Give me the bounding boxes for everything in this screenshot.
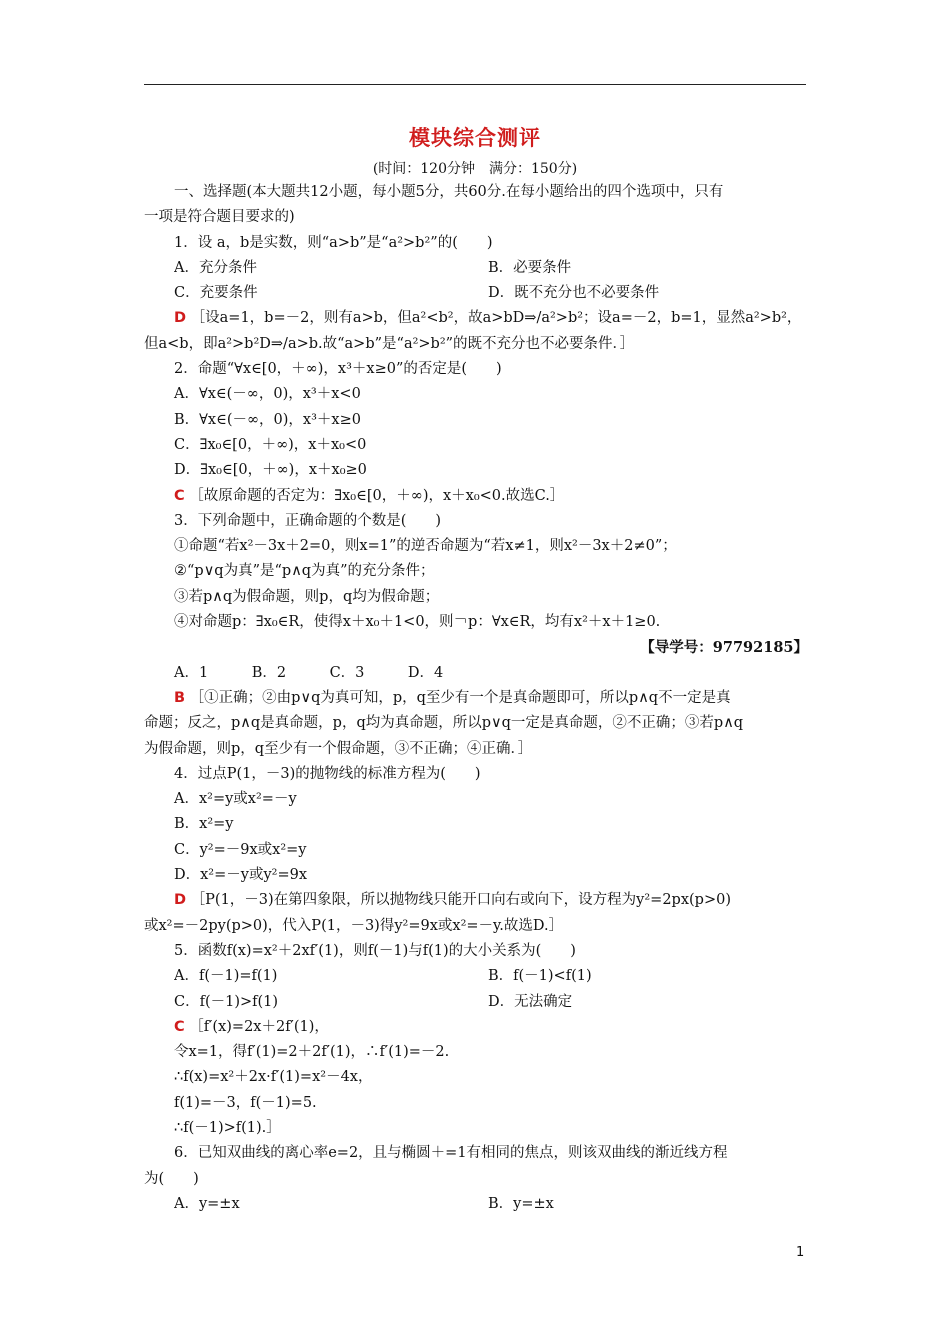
document-body [144, 180, 808, 1217]
q5-option-d: D．无法确定 [488, 993, 573, 1010]
q1-options-row2 [144, 281, 808, 306]
q5-explanation-line1: C ［f′(x)=2x＋2f′(1)， [174, 1018, 329, 1035]
section-heading-line1: 一、选择题(本大题共12小题，每小题5分，共60分.在每小题给出的四个选项中，只有 [174, 184, 724, 200]
q2-stem: 2．命题“∀x∈[0，＋∞)，x³＋x≥0”的否定是( ) [174, 361, 502, 378]
page-title: 模块综合测评 [409, 126, 541, 150]
q2-option-d: D．∃x₀∈[0，＋∞)，x＋x₀≥0 [174, 462, 367, 479]
section-heading-line2: 一项是符合题目要求的) [144, 209, 295, 226]
q3-stem: 3．下列命题中，正确命题的个数是( ) [174, 512, 442, 529]
q6-option-b: B．y=±x [488, 1195, 554, 1212]
q3-explanation-line3: 为假命题，则p，q至少有一个假命题，③不正确；④正确．］ [144, 740, 533, 757]
q1-answer: D [174, 310, 187, 327]
q3-options: A．1 B．2 C．3 D．4 [174, 664, 444, 681]
q3-statement-3: ③若p∧q为假命题，则p，q均为假命题； [174, 588, 440, 605]
q6-option-a: A．y=±x [174, 1195, 240, 1212]
q3-statement-2: ②“p∨q为真”是“p∧q为真”的充分条件； [174, 563, 435, 580]
q5-option-a: A．f(－1)=f(1) [174, 968, 278, 985]
q1-stem: 1．设 a，b是实数，则“a>b”是“a²>b²”的( ) [174, 234, 493, 251]
q1-option-c: C．充要条件 [174, 285, 258, 302]
q1-explanation-line1: D ［设a=1，b=－2，则有a>b，但a²<b²，故a>bD⇒/a²>b²；设a=－2，b=1，显然a²>b²， [174, 310, 802, 327]
q3-explanation-line1: B ［①正确；②由p∨q为真可知，p，q至少有一个是真命题即可，所以p∧q不一定是真 [174, 689, 731, 706]
q4-option-d: D．x²=－y或y²=9x [174, 867, 308, 884]
q5-explanation-line4: f(1)=－3，f(－1)=5. [174, 1094, 317, 1111]
q1-options-row1 [144, 256, 808, 281]
q4-option-a: A．x²=y或x²=－y [174, 791, 297, 808]
q3-answer: B [174, 689, 186, 706]
q4-explanation-line2: 或x²=－2py(p>0)，代入P(1，－3)得y²=9x或x²=－y.故选D.］ [144, 917, 564, 934]
q1-explanation-line2: 但a<b，即a²>b²D⇒/a>b.故“a>b”是“a²>b²”的既不充分也不必要条件．］ [144, 335, 635, 352]
q4-answer: D [174, 892, 187, 909]
q2-answer: C [174, 487, 185, 504]
header-rule [144, 84, 806, 85]
q3-statement-4: ④对命题p：∃x₀∈R，使得x＋x₀＋1<0，则￢p：∀x∈R，均有x²＋x＋1≥0. [174, 614, 661, 631]
q5-options-row1 [144, 964, 808, 989]
q1-option-a: A．充分条件 [174, 259, 257, 276]
q5-answer: C [174, 1018, 185, 1035]
q1-option-d: D．既不充分也不必要条件 [488, 285, 660, 302]
q4-option-c: C．y²=－9x或x²=y [174, 841, 307, 858]
exam-meta: (时间：120分钟 满分：150分) [372, 161, 578, 177]
q2-option-c: C．∃x₀∈[0，＋∞)，x＋x₀<0 [174, 436, 367, 453]
q6-options-row1 [144, 1192, 808, 1217]
q5-explanation-line5: ∴f(－1)>f(1).］ [174, 1119, 281, 1136]
q4-explanation-line1: D ［P(1，－3)在第四象限，所以抛物线只能开口向右或向下，设方程为y²=2px(p>0) [174, 892, 731, 909]
q4-option-b: B．x²=y [174, 816, 234, 833]
q3-statement-1: ①命题“若x²－3x＋2=0，则x=1”的逆否命题为“若x≠1，则x²－3x＋2≠0”； [174, 538, 677, 555]
q4-stem: 4．过点P(1，－3)的抛物线的标准方程为( ) [174, 765, 481, 782]
q5-options-row2 [144, 990, 808, 1015]
q6-stem-line1: 6．已知双曲线的离心率e=2，且与椭圆＋=1有相同的焦点，则该双曲线的渐近线方程 [174, 1145, 728, 1162]
q3-reference-number: 【导学号：97792185】 [640, 639, 808, 657]
q5-option-b: B．f(－1)<f(1) [488, 968, 592, 985]
q2-explanation: C ［故原命题的否定为：∃x₀∈[0，＋∞)，x＋x₀<0.故选C.］ [174, 487, 565, 504]
page-number: 1 [796, 1245, 805, 1260]
q5-explanation-line3: ∴f(x)=x²＋2x·f′(1)=x²－4x， [174, 1069, 373, 1086]
q6-stem-line2: 为( ) [144, 1170, 199, 1187]
q1-option-b: B．必要条件 [488, 259, 572, 276]
q5-explanation-line2: 令x=1，得f′(1)=2＋2f′(1)，∴f′(1)=－2. [174, 1044, 450, 1061]
q3-explanation-line2: 命题；反之，p∧q是真命题，p，q均为真命题，所以p∨q一定是真命题，②不正确；③若p∧q [144, 715, 744, 732]
q2-option-b: B．∀x∈(－∞，0)，x³＋x≥0 [174, 411, 361, 428]
q5-stem: 5．函数f(x)=x²＋2xf′(1)，则f(－1)与f(1)的大小关系为( ) [174, 942, 576, 959]
q2-option-a: A．∀x∈(－∞，0)，x³＋x<0 [174, 386, 361, 403]
q5-option-c: C．f(－1)>f(1) [174, 993, 279, 1010]
